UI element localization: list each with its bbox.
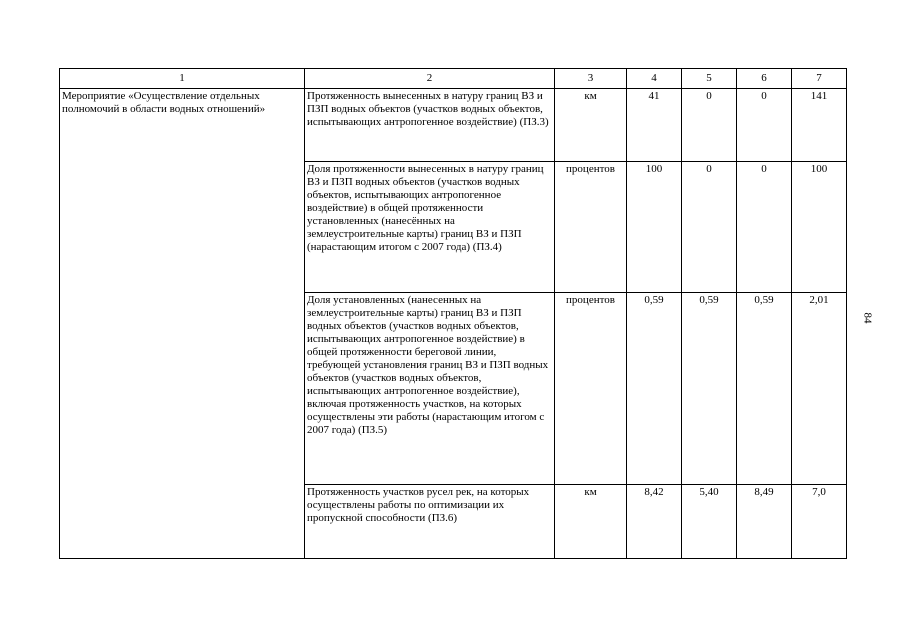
column-header-6: 6	[737, 69, 792, 89]
value-cell-7: 7,0	[792, 485, 847, 559]
indicator-text: Доля протяженности вынесенных в натуру границ ВЗ и ПЗП водных объектов (участков водных объектов, испытывающих антропогенное воздействие) в общей протяженности установленных (нанесённых на землеустроительные карты) границ ВЗ и ПЗП (нарастающим итогом с 2007 года) (ПЗ.4)	[305, 162, 555, 293]
value-cell-4: 8,42	[627, 485, 682, 559]
value-cell-7: 2,01	[792, 293, 847, 485]
header-row	[60, 69, 847, 89]
value-cell-4: 0,59	[627, 293, 682, 485]
column-header-1: 1	[60, 69, 305, 89]
value-cell-4: 100	[627, 162, 682, 293]
value-cell-4: 41	[627, 89, 682, 162]
indicator-text: Доля установленных (нанесенных на землеустроительные карты) границ ВЗ и ПЗП водных объектов (участков водных объектов, испытывающих антропогенное воздействие) в общей протяженности береговой линии, требующей установления границ ВЗ и ПЗП водных объектов (участков водных объектов, испытывающих антропогенное воздействие), включая протяженность участков, на которых осуществлены эти работы (нарастающим итогом с 2007 года) (ПЗ.5)	[305, 293, 555, 485]
unit-cell: процентов	[555, 162, 627, 293]
column-header-2: 2	[305, 69, 555, 89]
value-cell-5: 0	[682, 162, 737, 293]
value-cell-6: 0,59	[737, 293, 792, 485]
group-label: Мероприятие «Осуществление отдельных полномочий в области водных отношений»	[60, 89, 305, 559]
indicator-text: Протяженность участков русел рек, на которых осуществлены работы по оптимизации их пропускной способности (ПЗ.6)	[305, 485, 555, 559]
value-cell-5: 0,59	[682, 293, 737, 485]
value-cell-5: 0	[682, 89, 737, 162]
indicators-table	[59, 68, 847, 559]
table-row	[60, 89, 847, 162]
value-cell-6: 0	[737, 89, 792, 162]
column-header-3: 3	[555, 69, 627, 89]
unit-cell: процентов	[555, 293, 627, 485]
value-cell-7: 141	[792, 89, 847, 162]
value-cell-6: 0	[737, 162, 792, 293]
unit-cell: км	[555, 89, 627, 162]
indicator-text: Протяженность вынесенных в натуру границ ВЗ и ПЗП водных объектов (участков водных объектов, испытывающих антропогенное воздействие) (ПЗ.3)	[305, 89, 555, 162]
value-cell-6: 8,49	[737, 485, 792, 559]
value-cell-5: 5,40	[682, 485, 737, 559]
column-header-4: 4	[627, 69, 682, 89]
unit-cell: км	[555, 485, 627, 559]
value-cell-7: 100	[792, 162, 847, 293]
column-header-5: 5	[682, 69, 737, 89]
page-number: 84	[861, 312, 874, 324]
column-header-7: 7	[792, 69, 847, 89]
